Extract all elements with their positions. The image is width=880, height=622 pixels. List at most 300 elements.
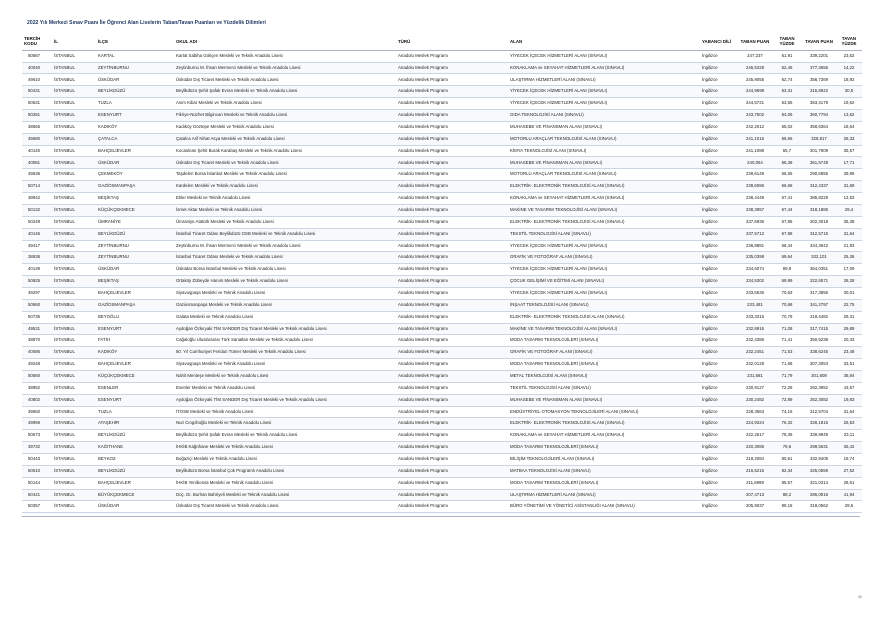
cell-dil: İngilizce <box>700 181 738 193</box>
cell-tavany: 33,51 <box>836 359 862 371</box>
cell-code: 50631 <box>22 98 52 110</box>
cell-turu: Anadolu Meslek Programı <box>396 145 508 157</box>
cell-tavany: 25,36 <box>836 252 862 264</box>
cell-ilce: ÜSKÜDAR <box>96 501 174 513</box>
cell-tabany: 78,35 <box>772 430 802 442</box>
cell-turu: Anadolu Meslek Programı <box>396 240 508 252</box>
cell-tavany: 26,33 <box>836 133 862 145</box>
cell-tabanp: 239,6149 <box>738 169 772 181</box>
cell-okul: Siyavuşpaşa Mesleki ve Teknik Anadolu Lisesi <box>174 287 396 299</box>
table-row <box>22 181 862 193</box>
cell-code: 38665 <box>22 121 52 133</box>
cell-tabanp: 233,481 <box>738 299 772 311</box>
cell-tabanp: 232,4386 <box>738 335 772 347</box>
cell-code: 50443 <box>22 453 52 465</box>
cell-turu: Anadolu Meslek Programı <box>396 453 508 465</box>
cell-tavany: 29,31 <box>836 311 862 323</box>
cell-tabanp: 231,681 <box>738 370 772 382</box>
cell-dil: İngilizce <box>700 347 738 359</box>
cell-alan: KONAKLAMA ve SEYAHAT HİZMETLERİ ALANI (SINAVLI) <box>508 62 700 74</box>
cell-okul: İstanbul Ticaret Odası Mesleki ve Teknik Anadolu Lisesi <box>174 252 396 264</box>
cell-tabany: 63,31 <box>772 86 802 98</box>
table-row <box>22 157 862 169</box>
cell-tavany: 35,84 <box>836 370 862 382</box>
cell-alan: GRAFİK VE FOTOĞRAF ALANI (SINAVLI) <box>508 347 700 359</box>
cell-ilce: KAĞITHANE <box>96 442 174 454</box>
cell-code: 50431 <box>22 86 52 98</box>
cell-ilce: ATAŞEHİR <box>96 418 174 430</box>
table-row <box>22 145 862 157</box>
cell-ilce: ÜSKÜDAR <box>96 74 174 86</box>
cell-tavany: 29,5 <box>836 501 862 513</box>
cell-tavany: 19,62 <box>836 98 862 110</box>
column-header-okul-adi: OKUL ADI <box>174 34 396 50</box>
cell-ilce: ÜSKÜDAR <box>96 157 174 169</box>
cell-tabanp: 216,5215 <box>738 465 772 477</box>
table-row <box>22 430 862 442</box>
cell-tavany: 19,83 <box>836 394 862 406</box>
cell-alan: BİLİŞİM TEKNOLOJİLERİ ALANI (SINAVLI) <box>508 453 700 465</box>
cell-il: İSTANBUL <box>52 181 96 193</box>
table-row <box>22 501 862 513</box>
cell-okul: Etiler Mesleki ve Teknik Anadolu Lisesi <box>174 193 396 205</box>
table-row <box>22 50 862 62</box>
cell-tavanp: 332,101 <box>802 252 836 264</box>
cell-turu: Anadolu Meslek Programı <box>396 394 508 406</box>
cell-tabany: 63,55 <box>772 98 802 110</box>
cell-dil: İngilizce <box>700 252 738 264</box>
cell-code: 38952 <box>22 382 52 394</box>
cell-ilce: KÜÇÜKÇEKMECE <box>96 204 174 216</box>
cell-dil: İngilizce <box>700 204 738 216</box>
cell-code: 50625 <box>22 276 52 288</box>
cell-turu: Anadolu Meslek Programı <box>396 299 508 311</box>
cell-il: İSTANBUL <box>52 370 96 382</box>
cell-code: 38942 <box>22 193 52 205</box>
cell-il: İSTANBUL <box>52 453 96 465</box>
cell-dil: İngilizce <box>700 418 738 430</box>
table-row <box>22 264 862 276</box>
cell-tabany: 71,79 <box>772 370 802 382</box>
cell-tavanp: 356,7369 <box>802 74 836 86</box>
cell-tavanp: 325,0659 <box>802 465 836 477</box>
cell-okul: Üsküdar Dış Ticaret Mesleki ve Teknik Anadolu Lisesi <box>174 74 396 86</box>
table-row <box>22 193 862 205</box>
cell-il: İSTANBUL <box>52 264 96 276</box>
cell-tavanp: 344,3642 <box>802 240 836 252</box>
cell-turu: Anadolu Meslek Programı <box>396 86 508 98</box>
cell-tabanp: 222,2617 <box>738 430 772 442</box>
cell-tabany: 79,6 <box>772 442 802 454</box>
table-row <box>22 216 862 228</box>
cell-ilce: BEYLİKDÜZÜ <box>96 86 174 98</box>
cell-tavanp: 352,3082 <box>802 394 836 406</box>
cell-code: 49417 <box>22 240 52 252</box>
cell-tabanp: 205,9037 <box>738 501 772 513</box>
cell-tabanp: 238,3957 <box>738 204 772 216</box>
column-header-taban-puan: TABAN PUAN <box>738 34 772 50</box>
cell-ilce: ÜMRANİYE <box>96 216 174 228</box>
cell-ilce: BEYKOZ <box>96 453 174 465</box>
cell-il: İSTANBUL <box>52 465 96 477</box>
cell-tabanp: 233,5536 <box>738 287 772 299</box>
column-header-taban-yuzde: TABAN YÜZDE <box>772 34 802 50</box>
cell-turu: Anadolu Meslek Programı <box>396 169 508 181</box>
cell-tavany: 30,5 <box>836 86 862 98</box>
cell-tabanp: 219,2084 <box>738 453 772 465</box>
cell-code: 49610 <box>22 74 52 86</box>
cell-tavanp: 318,1885 <box>802 204 836 216</box>
cell-okul: Kardelen Mesleki ve Teknik Anadolu Lisesi <box>174 181 396 193</box>
cell-turu: Anadolu Meslek Programı <box>396 418 508 430</box>
cell-tavanp: 332,9405 <box>802 453 836 465</box>
cell-tavany: 31,64 <box>836 406 862 418</box>
cell-turu: Anadolu Meslek Programı <box>396 181 508 193</box>
cell-dil: İngilizce <box>700 453 738 465</box>
cell-tabanp: 232,2451 <box>738 347 772 359</box>
cell-tabanp: 245,9055 <box>738 74 772 86</box>
table-row <box>22 335 862 347</box>
cell-dil: İngilizce <box>700 465 738 477</box>
cell-il: İSTANBUL <box>52 110 96 122</box>
cell-dil: İngilizce <box>700 287 738 299</box>
cell-il: İSTANBUL <box>52 204 96 216</box>
cell-ilce: ESENYURT <box>96 394 174 406</box>
cell-alan: YİYECEK İÇECEK HİZMETLERİ ALANI (SINAVLI) <box>508 264 700 276</box>
cell-tabany: 82,34 <box>772 465 802 477</box>
cell-turu: Anadolu Meslek Programı <box>396 74 508 86</box>
cell-code: 40040 <box>22 62 52 74</box>
cell-il: İSTANBUL <box>52 252 96 264</box>
cell-il: İSTANBUL <box>52 394 96 406</box>
cell-tabany: 71,53 <box>772 347 802 359</box>
page-number: 40 <box>858 595 862 599</box>
cell-tavany: 41,94 <box>836 489 862 501</box>
cell-tabany: 70,63 <box>772 287 802 299</box>
cell-tabany: 68,44 <box>772 240 802 252</box>
cell-tabanp: 246,5328 <box>738 62 772 74</box>
cell-tavany: 23,11 <box>836 430 862 442</box>
cell-tavanp: 322,6571 <box>802 276 836 288</box>
cell-tavany: 23,52 <box>836 50 862 62</box>
cell-il: İSTANBUL <box>52 157 96 169</box>
cell-okul: Üsküdar Dış Ticaret Mesleki ve Teknik Anadolu Lisesi <box>174 157 396 169</box>
cell-tavany: 27,52 <box>836 465 862 477</box>
cell-tabanp: 207,4713 <box>738 489 772 501</box>
cell-code: 50560 <box>22 299 52 311</box>
cell-tabany: 62,46 <box>772 62 802 74</box>
cell-turu: Anadolu Meslek Programı <box>396 406 508 418</box>
cell-tabanp: 241,1016 <box>738 133 772 145</box>
cell-tabany: 74,15 <box>772 406 802 418</box>
cell-alan: MODA TASARIM TEKNOLOJİLERİ (SINAVLI) <box>508 335 700 347</box>
cell-turu: Anadolu Meslek Programı <box>396 489 508 501</box>
cell-tavanp: 282,3952 <box>802 382 836 394</box>
cell-okul: Cağaloğlu Uluslararası Türk Sanatları Mesleki ve Teknik Anadolu Lisesi <box>174 335 396 347</box>
cell-tavany: 20,33 <box>836 335 862 347</box>
cell-il: İSTANBUL <box>52 477 96 489</box>
cell-ilce: BAHÇELİEVLER <box>96 359 174 371</box>
cell-turu: Anadolu Meslek Programı <box>396 276 508 288</box>
cell-tabanp: 237,6936 <box>738 216 772 228</box>
cell-okul: İsmet Aktar Mesleki ve Teknik Anadolu Lisesi <box>174 204 396 216</box>
cell-ilce: GAZİOSMANPAŞA <box>96 181 174 193</box>
column-header-turu: TÜRÜ <box>396 34 508 50</box>
cell-tabanp: 239,6086 <box>738 181 772 193</box>
cell-turu: Anadolu Meslek Programı <box>396 370 508 382</box>
cell-tabany: 71,68 <box>772 359 802 371</box>
cell-il: İSTANBUL <box>52 133 96 145</box>
cell-tabanp: 243,7502 <box>738 110 772 122</box>
cell-dil: İngilizce <box>700 50 738 62</box>
cell-ilce: BAHÇELİEVLER <box>96 477 174 489</box>
cell-il: İSTANBUL <box>52 74 96 86</box>
cell-code: 50357 <box>22 501 52 513</box>
cell-tabany: 69,99 <box>772 276 802 288</box>
cell-tabany: 89,15 <box>772 501 802 513</box>
table-row <box>22 453 862 465</box>
cell-okul: Boğaziçi Mesleki ve Teknik Anadolu Lisesi <box>174 453 396 465</box>
cell-alan: İNŞAAT TEKNOLOJİSİ ALANI (SINAVLI) <box>508 299 700 311</box>
cell-alan: YİYECEK İÇECEK HİZMETLERİ ALANI (SINAVLI) <box>508 86 700 98</box>
cell-tavany: 18,64 <box>836 121 862 133</box>
cell-alan: MUHASEBE VE FİNANSMAN ALANI (SINAVLI) <box>508 121 700 133</box>
cell-alan: TEKSTİL TEKNOLOJİSİ ALANI (SINAVLI) <box>508 382 700 394</box>
cell-alan: ÇOCUK GELİŞİMİ VE EĞİTİMİ ALANI (SINAVLI) <box>508 276 700 288</box>
cell-code: 50673 <box>22 430 52 442</box>
cell-code: 50560 <box>22 370 52 382</box>
cell-tabanp: 233,3315 <box>738 311 772 323</box>
cell-tabanp: 228,3563 <box>738 406 772 418</box>
cell-tabany: 72,89 <box>772 394 802 406</box>
cell-turu: Anadolu Meslek Programı <box>396 311 508 323</box>
cell-code: 40802 <box>22 394 52 406</box>
table-row <box>22 359 862 371</box>
cell-tabany: 85,57 <box>772 477 802 489</box>
cell-tavanp: 315,8922 <box>802 86 836 98</box>
cell-tavany: 39,98 <box>836 169 862 181</box>
cell-tabanp: 220,3085 <box>738 442 772 454</box>
cell-turu: Anadolu Meslek Programı <box>396 62 508 74</box>
cell-il: İSTANBUL <box>52 287 96 299</box>
table-row <box>22 74 862 86</box>
cell-okul: Nahit Menteşe Mesleki ve Teknik Anadolu Lisesi <box>174 370 396 382</box>
cell-turu: Anadolu Meslek Programı <box>396 359 508 371</box>
cell-tabany: 61,91 <box>772 50 802 62</box>
cell-tavanp: 317,7415 <box>802 323 836 335</box>
cell-dil: İngilizce <box>700 98 738 110</box>
cell-tabany: 67,85 <box>772 216 802 228</box>
cell-tavany: 28,28 <box>836 276 862 288</box>
cell-turu: Anadolu Meslek Programı <box>396 110 508 122</box>
cell-tavanp: 361,5748 <box>802 157 836 169</box>
cell-okul: Çatalca Arif Nihat Asya Mesleki ve Teknik Anadolu Lisesi <box>174 133 396 145</box>
cell-alan: GIDA TEKNOLOJİSİ ALANI (SINAVLI) <box>508 110 700 122</box>
table-row <box>22 442 862 454</box>
cell-il: İSTANBUL <box>52 501 96 513</box>
cell-il: İSTANBUL <box>52 347 96 359</box>
cell-turu: Anadolu Meslek Programı <box>396 442 508 454</box>
table-row <box>22 465 862 477</box>
cell-alan: MODA TASARIM TEKNOLOJİLERİ (SINAVLI) <box>508 359 700 371</box>
cell-dil: İngilizce <box>700 145 738 157</box>
cell-tavanp: 358,6364 <box>802 121 836 133</box>
table-row <box>22 347 862 359</box>
cell-alan: MOTORLU ARAÇLAR TEKNOLOJİSİ ALANI (SINAVLI) <box>508 169 700 181</box>
cell-tabanp: 244,9698 <box>738 86 772 98</box>
cell-alan: YİYECEK İÇECEK HİZMETLERİ ALANI (SINAVLI) <box>508 240 700 252</box>
cell-il: İSTANBUL <box>52 240 96 252</box>
cell-tavany: 29,89 <box>836 323 862 335</box>
cell-dil: İngilizce <box>700 477 738 489</box>
cell-ilce: TUZLA <box>96 98 174 110</box>
cell-code: 49959 <box>22 418 52 430</box>
cell-turu: Anadolu Meslek Programı <box>396 157 508 169</box>
cell-il: İSTANBUL <box>52 442 96 454</box>
cell-dil: İngilizce <box>700 121 738 133</box>
cell-tavanp: 321,0314 <box>802 477 836 489</box>
cell-alan: ULAŞTIRMA HİZMETLERİ ALANI (SINAVLI) <box>508 489 700 501</box>
cell-tabany: 65,66 <box>772 133 802 145</box>
cell-alan: ENDÜSTRİYEL OTOMASYON TEKNOLOJİLERİ ALANI (SINAVLI) <box>508 406 700 418</box>
cell-ilce: BEŞİKTAŞ <box>96 193 174 205</box>
cell-tabany: 66,38 <box>772 157 802 169</box>
cell-okul: Asım Kibar Mesleki ve Teknik Anadolu Lisesi <box>174 98 396 110</box>
cell-il: İSTANBUL <box>52 193 96 205</box>
cell-tabanp: 236,8881 <box>738 240 772 252</box>
cell-code: 38870 <box>22 335 52 347</box>
cell-ilce: ÇEKMEKÖY <box>96 169 174 181</box>
cell-turu: Anadolu Meslek Programı <box>396 193 508 205</box>
cell-il: İSTANBUL <box>52 50 96 62</box>
cell-code: 39650 <box>22 406 52 418</box>
cell-code: 50281 <box>22 110 52 122</box>
cell-alan: METAL TEKNOLOJİSİ ALANI (SINAVLI) <box>508 370 700 382</box>
cell-il: İSTANBUL <box>52 489 96 501</box>
cell-code: 40140 <box>22 145 52 157</box>
cell-tabanp: 230,2482 <box>738 394 772 406</box>
cell-turu: Anadolu Meslek Programı <box>396 477 508 489</box>
cell-tabany: 67,41 <box>772 193 802 205</box>
cell-turu: Anadolu Meslek Programı <box>396 501 508 513</box>
cell-il: İSTANBUL <box>52 169 96 181</box>
cell-ilce: ESENYURT <box>96 323 174 335</box>
cell-code: 38636 <box>22 252 52 264</box>
cell-alan: ULAŞTIRMA HİZMETLERİ ALANI (SINAVLI) <box>508 74 700 86</box>
cell-alan: GRAFİK VE FOTOĞRAF ALANI (SINAVLI) <box>508 252 700 264</box>
cell-ilce: ZEYTİNBURNU <box>96 240 174 252</box>
cell-ilce: TUZLA <box>96 406 174 418</box>
cell-code: 50132 <box>22 204 52 216</box>
cell-okul: Galata Mesleki ve Teknik Anadolu Lisesi <box>174 311 396 323</box>
cell-tabanp: 240,054 <box>738 157 772 169</box>
table-row <box>22 133 862 145</box>
cell-code: 49531 <box>22 323 52 335</box>
table-row <box>22 394 862 406</box>
table-row <box>22 169 862 181</box>
table-row <box>22 121 862 133</box>
cell-tabany: 65,02 <box>772 121 802 133</box>
table-row <box>22 406 862 418</box>
cell-tavanp: 353,4179 <box>802 98 836 110</box>
cell-okul: İHKİB Yenibosna Mesleki ve Teknik Anadolu Lisesi <box>174 477 396 489</box>
cell-tavanp: 339,2201 <box>802 50 836 62</box>
cell-okul: Taşdelen Borsa İstanbul Mesleki ve Teknik Anadolu Lisesi <box>174 169 396 181</box>
cell-tavanp: 286,0916 <box>802 489 836 501</box>
cell-tavanp: 312,5715 <box>802 228 836 240</box>
cell-tabany: 71,41 <box>772 335 802 347</box>
cell-tavanp: 377,3656 <box>802 62 836 74</box>
cell-tavanp: 360,7794 <box>802 110 836 122</box>
cell-tavany: 17,09 <box>836 264 862 276</box>
cell-okul: Fikriye-Nüzhet Bilgincan Mesleki ve Teknik Anadolu Lisesi <box>174 110 396 122</box>
cell-code: 50714 <box>22 181 52 193</box>
cell-turu: Anadolu Meslek Programı <box>396 50 508 62</box>
cell-okul: Kocasinan Şehit Burak Karabaş Mesleki ve Teknik Anadolu Lisesi <box>174 145 396 157</box>
cell-dil: İngilizce <box>700 62 738 74</box>
cell-dil: İngilizce <box>700 264 738 276</box>
table-row <box>22 299 862 311</box>
cell-dil: İngilizce <box>700 133 738 145</box>
cell-alan: MODA TASARIM TEKNOLOJİLERİ (SINAVLI) <box>508 477 700 489</box>
cell-alan: KONAKLAMA ve SEYAHAT HİZMETLERİ ALANI (SINAVLI) <box>508 430 700 442</box>
cell-tabanp: 211,6998 <box>738 477 772 489</box>
cell-il: İSTANBUL <box>52 228 96 240</box>
cell-tabanp: 234,6074 <box>738 264 772 276</box>
cell-dil: İngilizce <box>700 276 738 288</box>
cell-dil: İngilizce <box>700 382 738 394</box>
cell-ilce: BEYLİKDÜZÜ <box>96 430 174 442</box>
cell-tabany: 66,66 <box>772 181 802 193</box>
cell-code: 50421 <box>22 489 52 501</box>
cell-tavany: 19,74 <box>836 453 862 465</box>
cell-ilce: ESENYURT <box>96 110 174 122</box>
cell-turu: Anadolu Meslek Programı <box>396 323 508 335</box>
cell-turu: Anadolu Meslek Programı <box>396 121 508 133</box>
cell-tavanp: 341,2797 <box>802 299 836 311</box>
cell-dil: İngilizce <box>700 335 738 347</box>
cell-code: 50735 <box>22 311 52 323</box>
cell-tavany: 29,4 <box>836 204 862 216</box>
cell-okul: 50. Yıl Cumhuriyet Feridun Tümer Mesleki ve Teknik Anadolu Lisesi <box>174 347 396 359</box>
cell-turu: Anadolu Meslek Programı <box>396 335 508 347</box>
table-row <box>22 62 862 74</box>
cell-alan: YİYECEK İÇECEK HİZMETLERİ ALANI (SINAVLI) <box>508 98 700 110</box>
cell-ilce: KÜÇÜKÇEKMECE <box>96 370 174 382</box>
cell-ilce: KARTAL <box>96 50 174 62</box>
cell-il: İSTANBUL <box>52 86 96 98</box>
cell-il: İSTANBUL <box>52 121 96 133</box>
table-header <box>22 34 862 50</box>
column-header-il: İL <box>52 34 96 50</box>
cell-alan: ELEKTRİK- ELEKTRONİK TEKNOLOJİSİ ALANI (SINAVLI) <box>508 311 700 323</box>
cell-tavanp: 312,5704 <box>802 406 836 418</box>
cell-tabanp: 234,5302 <box>738 276 772 288</box>
cell-tavanp: 318,0562 <box>802 501 836 513</box>
table-row <box>22 323 862 335</box>
cell-tavany: 21,93 <box>836 240 862 252</box>
cell-il: İSTANBUL <box>52 382 96 394</box>
cell-okul: Ortaköy Zübeyde Hanım Mesleki ve Teknik Anadolu Lisesi <box>174 276 396 288</box>
table-row <box>22 110 862 122</box>
cell-tabany: 70,79 <box>772 311 802 323</box>
cell-ilce: BEYLİKDÜZÜ <box>96 465 174 477</box>
cell-dil: İngilizce <box>700 406 738 418</box>
cell-tabanp: 241,1088 <box>738 145 772 157</box>
cell-turu: Anadolu Meslek Programı <box>396 430 508 442</box>
column-header-tavan-yuzde: TAVAN YÜZDE <box>836 34 862 50</box>
cell-dil: İngilizce <box>700 394 738 406</box>
